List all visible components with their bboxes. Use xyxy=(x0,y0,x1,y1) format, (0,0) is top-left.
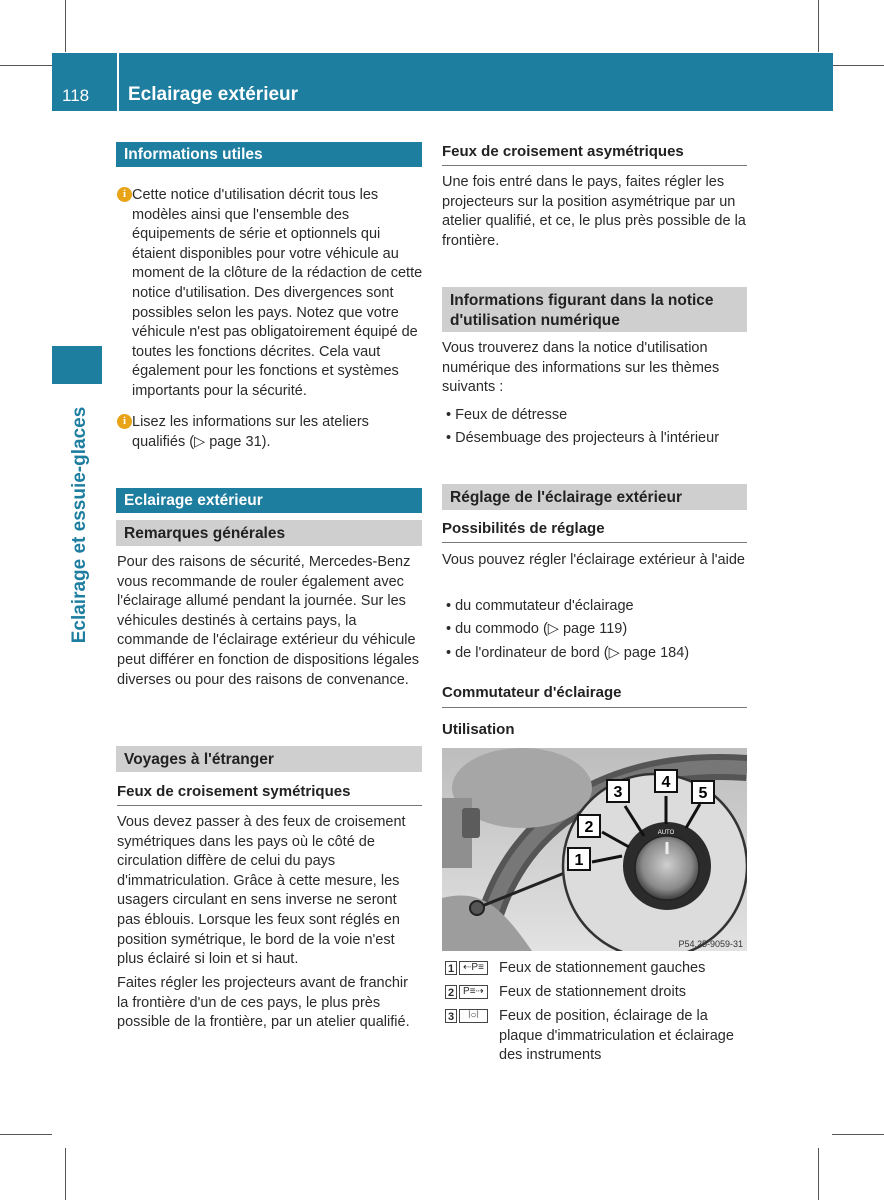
svg-text:2: 2 xyxy=(584,819,594,836)
symmetric-text: Vous devez passer à des feux de croisement symétriques dans les pays où le côté de circulation diffère de celui du pays d'immatriculation. Grâce à cette mesure, les usagers circulant en sens inverse ne seront pas éblouis. Lorsque les feux sont réglés en position symétrique, le bord de la voie n'est plus éclairé si loin et si haut. xyxy=(117,814,406,968)
digital-manual-header: Informations figurant dans la notice d'utilisation numérique xyxy=(442,287,747,332)
remarks-text: Pour des raisons de sécurité, Mercedes-Benz vous recommande de rouler également avec l'éclairage allumé pendant la journée. Sur les véhicules destinés à certains pays, la commande de l'éclairage extérieur du véhicule peut différer en fonction de dispositions légales diverses ou pour des raisons de convenance. xyxy=(117,554,420,688)
travel-header: Voyages à l'étranger xyxy=(116,746,422,772)
dashboard-drawing xyxy=(442,748,747,951)
list-item: • du commutateur d'éclairage xyxy=(446,597,634,617)
parking-light-left-icon: ⇠P≡ xyxy=(459,961,488,975)
info-icon: i xyxy=(117,414,132,429)
crop-mark xyxy=(0,1134,52,1135)
possibilities-header: Possibilités de réglage xyxy=(442,520,747,543)
info-note xyxy=(117,186,423,402)
legend-text: Feux de position, éclairage de la plaque d'immatriculation et éclairage des instruments xyxy=(499,1008,734,1064)
asymmetric-header: Feux de croisement asymétriques xyxy=(442,143,747,166)
legend-number: 2 xyxy=(445,985,457,999)
crop-mark xyxy=(832,1134,884,1135)
light-switch-header: Commutateur d'éclairage xyxy=(442,684,747,708)
list-item: • Désembuage des projecteurs à l'intérieur xyxy=(446,429,719,449)
crop-mark xyxy=(818,0,819,52)
adjust-header: Réglage de l'éclairage extérieur xyxy=(442,484,747,510)
page-number: 118 xyxy=(62,86,90,105)
legend-item xyxy=(442,1007,752,1066)
section-header: Eclairage extérieur xyxy=(116,488,422,513)
remarks-header: Remarques générales xyxy=(116,520,422,546)
legend-item xyxy=(442,983,752,1003)
legend-text: Feux de stationnement gauches xyxy=(499,960,706,976)
page-header xyxy=(52,53,833,111)
light-switch-illustration xyxy=(442,748,747,951)
digital-manual-intro: Vous trouverez dans la notice d'utilisation numérique des informations sur les thèmes suivants : xyxy=(442,340,720,396)
symmetric-header: Feux de croisement symétriques xyxy=(117,783,422,806)
side-light-icon: ⦚○⦚ xyxy=(459,1009,488,1023)
svg-text:4: 4 xyxy=(661,774,671,791)
crop-mark xyxy=(818,1148,819,1200)
chapter-marker xyxy=(52,346,102,384)
page-title: Eclairage extérieur xyxy=(128,84,299,105)
auto-label: AUTO xyxy=(657,830,675,836)
info-section-header: Informations utiles xyxy=(116,142,422,167)
crop-mark xyxy=(832,65,884,66)
figure-caption: P54.25-9059-31 xyxy=(678,939,743,949)
asymmetric-text: Une fois entré dans le pays, faites régler les projecteurs sur la position asymétrique par un atelier qualifié, et ce, le plus près possible de la frontière. xyxy=(442,174,746,249)
list-item: • du commodo (▷ page 119) xyxy=(446,620,627,640)
info-note xyxy=(117,413,423,452)
callout-2 xyxy=(578,815,600,837)
callout-3 xyxy=(607,780,629,802)
usage-header: Utilisation xyxy=(442,721,515,738)
possibilities-intro: Vous pouvez régler l'éclairage extérieur à l'aide xyxy=(442,552,745,568)
info-note-text: Cette notice d'utilisation décrit tous les modèles ainsi que l'ensemble des équipements de série et optionnels qui étaient disponibles pour votre véhicule au moment de la clôture de la rédaction de cette notice d'utilisation. Des divergences sont possibles selon les pays. Notez que votre véhicule n'est pas obligatoirement équipé de toutes les fonctions décrites. Cela vaut également pour les fonctions et systèmes importants pour la sécurité. xyxy=(132,187,423,399)
crop-mark xyxy=(65,1148,66,1200)
legend-number: 1 xyxy=(445,961,457,975)
symmetric-text-2: Faites régler les projecteurs avant de franchir la frontière d'un de ces pays, le plus près possible de la frontière, par un atelier qualifié. xyxy=(117,975,410,1031)
chapter-tab-label: Eclairage et essuie-glaces xyxy=(69,406,90,644)
list-item: • Feux de détresse xyxy=(446,406,567,426)
svg-text:3: 3 xyxy=(613,784,623,801)
svg-text:1: 1 xyxy=(574,852,584,869)
crop-mark xyxy=(65,0,66,52)
callout-1 xyxy=(568,848,590,870)
callout-5 xyxy=(692,781,714,803)
svg-text:5: 5 xyxy=(698,785,708,802)
info-note-text: Lisez les informations sur les ateliers qualifiés (▷ page 31). xyxy=(132,414,369,450)
callout-4 xyxy=(655,770,677,792)
legend-item xyxy=(442,959,752,979)
parking-light-right-icon: P≡⇢ xyxy=(459,985,488,999)
list-item: • de l'ordinateur de bord (▷ page 184) xyxy=(446,644,689,664)
header-divider xyxy=(117,53,119,111)
legend-text: Feux de stationnement droits xyxy=(499,984,686,1000)
crop-mark xyxy=(0,65,52,66)
legend-number: 3 xyxy=(445,1009,457,1023)
info-icon: i xyxy=(117,187,132,202)
